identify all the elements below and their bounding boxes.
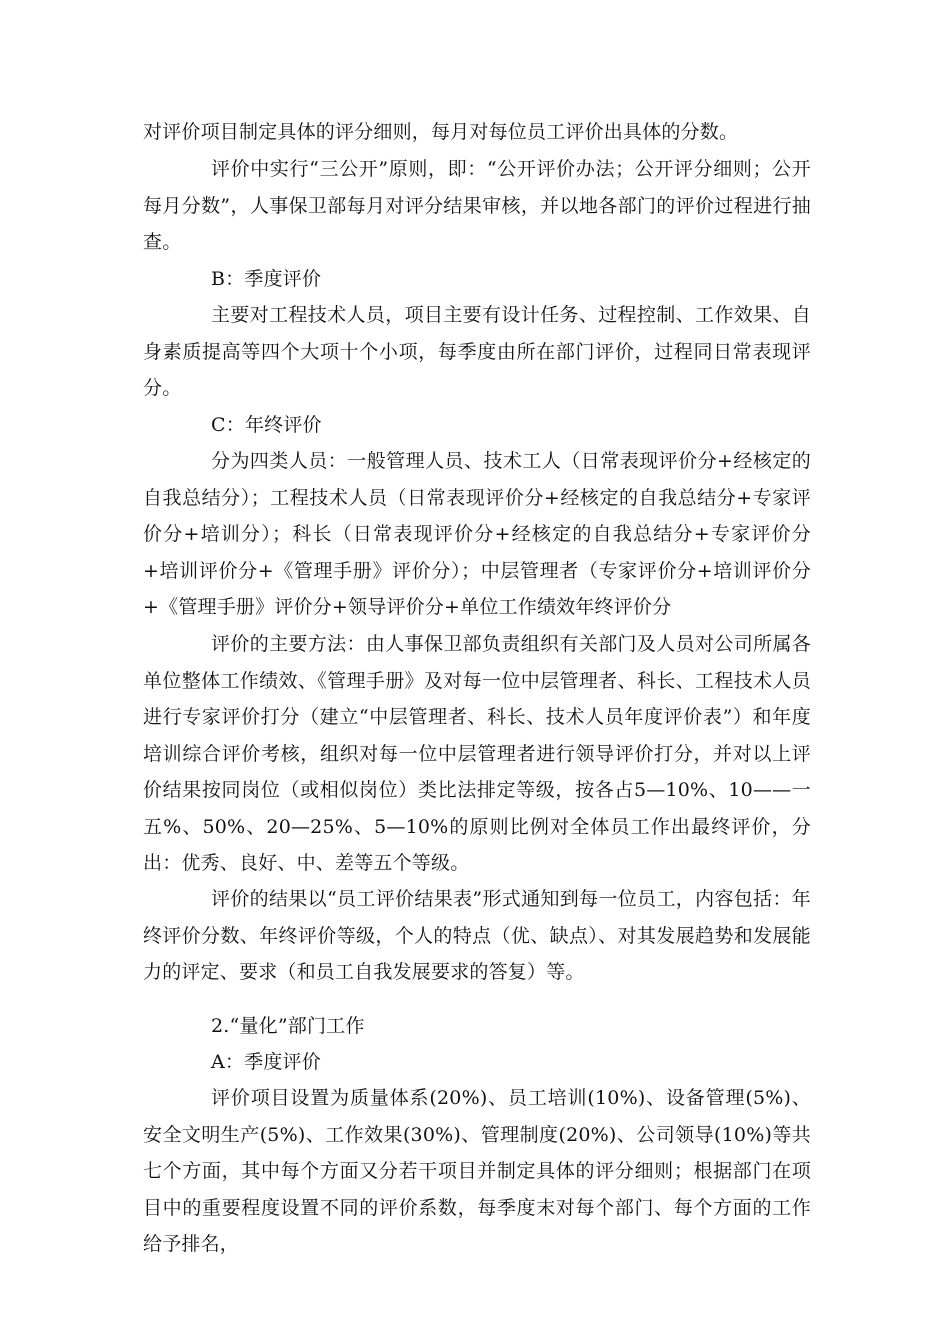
paragraph-main-methods: 评价的主要方法：由人事保卫部负责组织有关部门及人员对公司所属各单位整体工作绩效、《管理手册》及对每一位中层管理者、科长、工程技术人员进行专家评价打分（建立“中层管理者、科长、技术人员年度评价表”）和年度培训综合评价考核，组织对每一位中层管理者进行领导评价打分，并对以上评价结果按同岗位（或相似岗位）类比法排定等级，按各占5—10%、10——一五%、50%、20—25%、5—10%的原则比例对全体员工作出最终评价，分出：优秀、良好、中、差等五个等级。 bbox=[143, 633, 811, 874]
paragraph-engineering-staff: 主要对工程技术人员，项目主要有设计任务、过程控制、工作效果、自身素质提高等四个大项十个小项，每季度由所在部门评价，过程同日常表现评分。 bbox=[143, 304, 811, 399]
paragraph-four-categories: 分为四类人员：一般管理人员、技术工人（日常表现评价分+经核定的自我总结分）；工程技术人员（日常表现评价分+经核定的自我总结分+专家评价分+培训分）；科长（日常表现评价分+经核定的自我总结分+专家评价分+培训评价分+《管理手册》评价分）；中层管理者（专家评价分+培训评价分+《管理手册》评价分+领导评价分+单位工作绩效年终评价分 bbox=[143, 450, 811, 618]
heading-quarterly-review-a: A：季度评价 bbox=[211, 1051, 321, 1073]
paragraph-review-items: 评价项目设置为质量体系(20%)、员工培训(10%)、设备管理(5%)、安全文明生产(5%)、工作效果(30%)、管理制度(20%)、公司领导(10%)等共七个方面，其中每个方面又分若干项目并制定具体的评分细则；根据部门在项目中的重要程度设置不同的评价系数，每季度末对每个部门、每个方面的工作给予排名， bbox=[143, 1087, 811, 1255]
paragraph-three-public: 评价中实行“三公开”原则，即：“公开评价办法；公开评分细则；公开每月分数”，人事保卫部每月对评分结果审核，并以地各部门的评价过程进行抽查。 bbox=[143, 158, 811, 253]
paragraph-review-results: 评价的结果以“员工评价结果表”形式通知到每一位员工，内容包括：年终评价分数、年终评价等级，个人的特点（优、缺点）、对其发展趋势和发展能力的评定、要求（和员工自我发展要求的答复）等。 bbox=[143, 888, 811, 983]
heading-annual-review-c: C：年终评价 bbox=[211, 414, 322, 436]
heading-quantify-department: 2.“量化”部门工作 bbox=[211, 1015, 365, 1037]
heading-quarterly-review-b: B：季度评价 bbox=[211, 268, 322, 290]
paragraph-continuation: 对评价项目制定具体的评分细则，每月对每位员工评价出具体的分数。 bbox=[143, 121, 739, 143]
